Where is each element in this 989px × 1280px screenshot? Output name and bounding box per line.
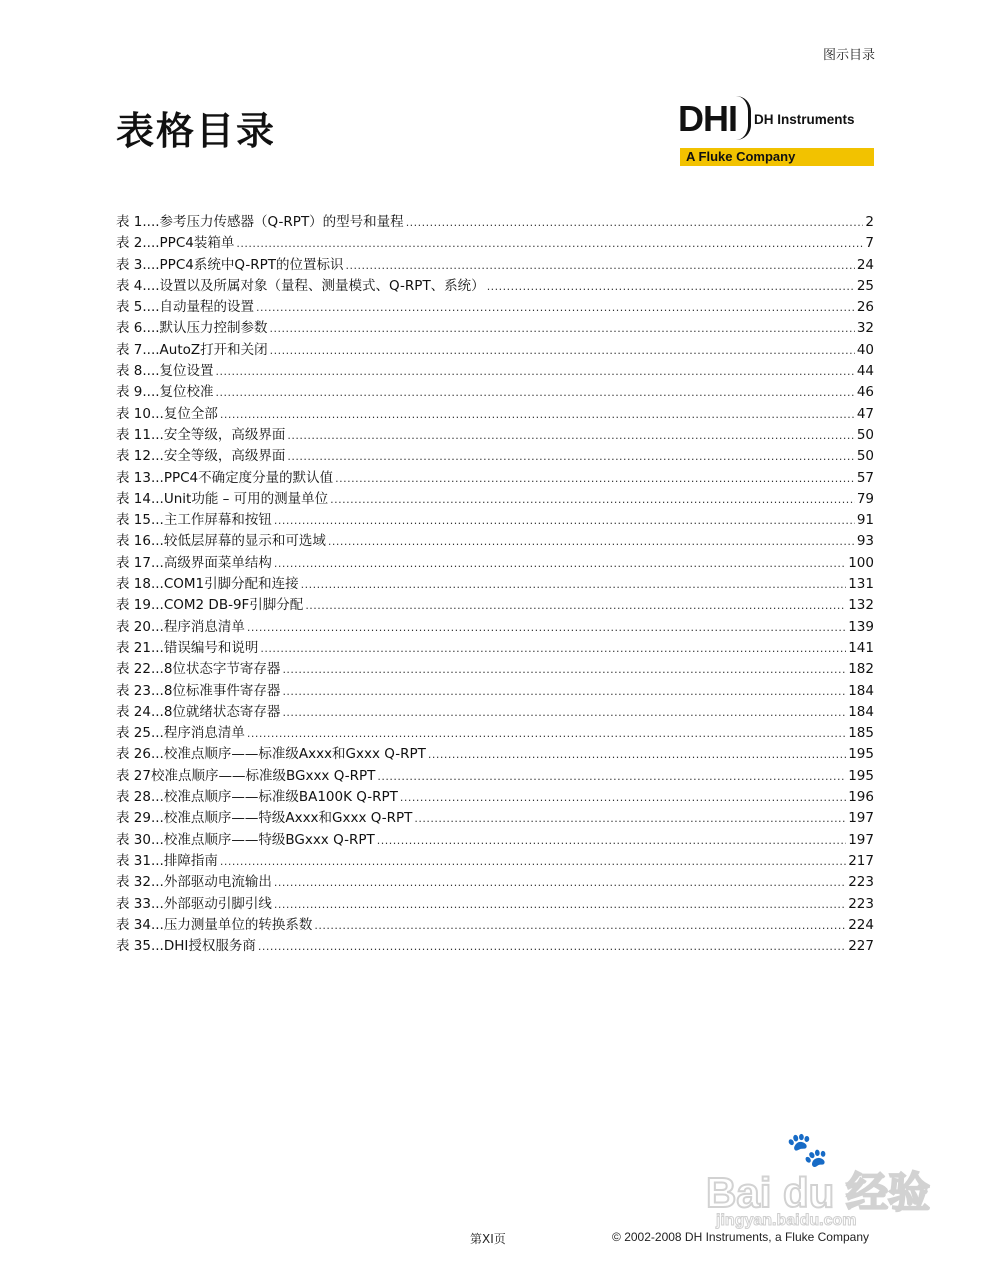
toc-dot-leader xyxy=(335,468,855,489)
toc-dot-leader xyxy=(247,723,846,744)
dhi-logo xyxy=(678,86,874,168)
toc-dot-leader xyxy=(220,404,855,425)
toc-entry[interactable] xyxy=(116,361,874,382)
toc-entry-label: 表 4....设置以及所属对象（量程、测量模式、Q-RPT、系统） xyxy=(116,277,485,294)
toc-entry-page: 139 xyxy=(848,618,874,635)
toc-entry-label: 表 32...外部驱动电流输出 xyxy=(116,874,272,891)
toc-entry-page: 79 xyxy=(856,490,874,507)
toc-entry[interactable] xyxy=(116,297,874,318)
toc-dot-leader xyxy=(256,297,855,318)
toc-entry-label: 表 14...Unit功能 – 可用的测量单位 xyxy=(116,490,329,507)
toc-entry-page: 91 xyxy=(856,512,874,529)
toc-entry-label: 表 1....参考压力传感器（Q-RPT）的型号和量程 xyxy=(116,214,404,230)
toc-entry[interactable] xyxy=(116,468,874,489)
toc-entry-page: 141 xyxy=(848,639,874,656)
running-header: 图示目录 xyxy=(822,48,875,63)
toc-entry-label: 表 22...8位状态字节寄存器 xyxy=(116,661,281,678)
toc-dot-leader xyxy=(220,851,846,872)
toc-entry-page: 223 xyxy=(848,874,874,891)
toc-entry-page: 57 xyxy=(856,469,874,486)
toc-entry[interactable] xyxy=(116,723,874,744)
toc-entry-page: 32 xyxy=(856,320,874,337)
baidu-watermark xyxy=(706,1130,942,1234)
toc-entry[interactable] xyxy=(116,744,874,765)
toc-entry-label: 表 24...8位就绪状态寄存器 xyxy=(116,703,281,720)
toc-entry[interactable] xyxy=(116,595,874,616)
toc-dot-leader xyxy=(428,744,846,765)
logo-fluke-tagline: A Fluke Company xyxy=(686,149,796,164)
toc-entry[interactable] xyxy=(116,425,874,446)
toc-dot-leader xyxy=(400,787,846,808)
toc-entry-label: 表 33...外部驱动引脚引线 xyxy=(116,895,272,912)
toc-entry-label: 表 35...DHI授权服务商 xyxy=(116,938,256,955)
toc-entry-page: 44 xyxy=(856,363,874,380)
toc-entry[interactable] xyxy=(116,638,874,659)
toc-entry[interactable] xyxy=(116,212,874,233)
toc-entry-label: 表 27校准点顺序——标准级BGxxx Q-RPT xyxy=(116,767,376,784)
toc-entry[interactable] xyxy=(116,318,874,339)
copyright-notice: © 2002-2008 DH Instruments, a Fluke Company xyxy=(612,1230,869,1244)
toc-dot-leader xyxy=(330,489,855,510)
toc-entry-label: 表 18...COM1引脚分配和连接 xyxy=(116,576,299,593)
toc-entry-label: 表 8....复位设置 xyxy=(116,363,214,380)
toc-dot-leader xyxy=(282,702,846,723)
toc-entry[interactable] xyxy=(116,255,874,276)
toc-dot-leader xyxy=(270,318,855,339)
toc-dot-leader xyxy=(414,808,846,829)
paw-icon: 🐾 xyxy=(786,1130,829,1170)
toc-entry[interactable] xyxy=(116,787,874,808)
toc-entry-page: 40 xyxy=(856,341,874,358)
toc-entry-page: 184 xyxy=(848,703,874,720)
toc-entry[interactable] xyxy=(116,851,874,872)
toc-dot-leader xyxy=(406,212,864,233)
toc-dot-leader xyxy=(236,233,863,254)
toc-entry-page: 50 xyxy=(856,448,874,465)
toc-entry-label: 表 26...校准点顺序——标准级Axxx和Gxxx Q-RPT xyxy=(116,746,426,763)
toc-entry[interactable] xyxy=(116,766,874,787)
toc-entry-page: 197 xyxy=(848,831,874,848)
toc-entry-page: 131 xyxy=(848,576,874,593)
logo-swoosh-icon xyxy=(736,96,751,140)
toc-entry-page: 2 xyxy=(865,214,874,230)
toc-entry[interactable] xyxy=(116,276,874,297)
toc-entry-page: 195 xyxy=(848,746,874,763)
toc-dot-leader xyxy=(314,915,846,936)
toc-entry-page: 46 xyxy=(856,384,874,401)
toc-entry[interactable] xyxy=(116,915,874,936)
toc-dot-leader xyxy=(282,659,846,680)
toc-entry-page: 100 xyxy=(848,554,874,571)
toc-entry[interactable] xyxy=(116,489,874,510)
toc-entry-label: 表 29...校准点顺序——特级Axxx和Gxxx Q-RPT xyxy=(116,810,413,827)
toc-entry-label: 表 12...安全等级，高级界面 xyxy=(116,448,286,465)
watermark-main-text: Bai du 经验 xyxy=(706,1169,931,1216)
toc-dot-leader xyxy=(216,382,855,403)
toc-entry-page: 195 xyxy=(848,767,874,784)
toc-entry[interactable] xyxy=(116,510,874,531)
toc-entry[interactable] xyxy=(116,808,874,829)
toc-entry-label: 表 21...错误编号和说明 xyxy=(116,639,259,656)
toc-dot-leader xyxy=(216,361,855,382)
toc-entry[interactable] xyxy=(116,574,874,595)
toc-dot-leader xyxy=(282,681,846,702)
toc-entry-page: 132 xyxy=(848,597,874,614)
toc-dot-leader xyxy=(287,446,854,467)
toc-dot-leader xyxy=(328,531,855,552)
toc-entry[interactable] xyxy=(116,681,874,702)
toc-entry-page: 217 xyxy=(848,852,874,869)
toc-entry[interactable] xyxy=(116,340,874,361)
toc-entry-label: 表 17...高级界面菜单结构 xyxy=(116,554,272,571)
toc-entry-page: 50 xyxy=(856,426,874,443)
toc-dot-leader xyxy=(287,425,854,446)
toc-entry-label: 表 30...校准点顺序——特级BGxxx Q-RPT xyxy=(116,831,375,848)
logo-yellow-band xyxy=(680,148,874,166)
toc-entry-label: 表 6....默认压力控制参数 xyxy=(116,320,268,337)
toc-entry-page: 93 xyxy=(856,533,874,550)
toc-entry-label: 表 3....PPC4系统中Q-RPT的位置标识 xyxy=(116,256,344,273)
toc-entry-label: 表 2....PPC4装箱单 xyxy=(116,235,235,252)
toc-entry[interactable] xyxy=(116,617,874,638)
page-number: 第XI页 xyxy=(470,1232,506,1246)
toc-entry[interactable] xyxy=(116,531,874,552)
toc-entry-page: 7 xyxy=(865,235,874,252)
toc-dot-leader xyxy=(305,595,846,616)
toc-entry-page: 24 xyxy=(856,256,874,273)
toc-entry-page: 47 xyxy=(856,405,874,422)
toc-entry-label: 表 15...主工作屏幕和按钮 xyxy=(116,512,272,529)
toc-entry-label: 表 5....自动量程的设置 xyxy=(116,299,255,316)
toc-entry-page: 26 xyxy=(856,299,874,316)
toc-entry-label: 表 11...安全等级，高级界面 xyxy=(116,426,286,443)
toc-dot-leader xyxy=(377,766,846,787)
toc-dot-leader xyxy=(274,553,846,574)
toc-entry-label: 表 20...程序消息清单 xyxy=(116,618,245,635)
logo-mark xyxy=(678,90,874,144)
toc-entry-label: 表 25...程序消息清单 xyxy=(116,725,245,742)
toc-entry-label: 表 13...PPC4不确定度分量的默认值 xyxy=(116,469,334,486)
toc-entry-page: 185 xyxy=(848,725,874,742)
toc-entry-label: 表 34...压力测量单位的转换系数 xyxy=(116,916,313,933)
toc-entry[interactable] xyxy=(116,446,874,467)
toc-entry[interactable] xyxy=(116,553,874,574)
toc-entry[interactable] xyxy=(116,404,874,425)
toc-dot-leader xyxy=(270,340,855,361)
toc-entry-label: 表 31...排障指南 xyxy=(116,852,218,869)
toc-dot-leader xyxy=(274,872,846,893)
toc-entry[interactable] xyxy=(116,894,874,915)
toc-dot-leader xyxy=(260,638,846,659)
toc-entry-label: 表 10...复位全部 xyxy=(116,405,218,422)
watermark-url-text: jingyan.baidu.com xyxy=(716,1212,857,1229)
toc-entry-label: 表 7....AutoZ打开和关闭 xyxy=(116,341,268,358)
toc-dot-leader xyxy=(274,510,855,531)
toc-dot-leader xyxy=(377,830,846,851)
toc-entry-page: 224 xyxy=(848,916,874,933)
toc-entry[interactable] xyxy=(116,702,874,723)
toc-entry[interactable] xyxy=(116,936,874,957)
toc-entry[interactable] xyxy=(116,659,874,680)
toc-entry[interactable] xyxy=(116,233,874,254)
page-title: 表格目录 xyxy=(116,109,277,153)
toc-entry-page: 223 xyxy=(848,895,874,912)
toc-dot-leader xyxy=(301,574,847,595)
toc-entry-page: 197 xyxy=(848,810,874,827)
toc-dot-leader xyxy=(274,894,846,915)
toc-dot-leader xyxy=(247,617,846,638)
toc-entry[interactable] xyxy=(116,872,874,893)
toc-dot-leader xyxy=(258,936,846,957)
toc-entry-label: 表 16...较低层屏幕的显示和可选域 xyxy=(116,533,326,550)
toc-entry-page: 182 xyxy=(848,661,874,678)
logo-company-name: DH Instruments xyxy=(754,112,855,127)
toc-entry[interactable] xyxy=(116,830,874,851)
toc-dot-leader xyxy=(345,255,854,276)
table-of-contents xyxy=(116,212,874,957)
toc-dot-leader xyxy=(487,276,855,297)
toc-entry[interactable] xyxy=(116,382,874,403)
logo-dhi-text: DHI xyxy=(678,98,737,139)
toc-entry-label: 表 9....复位校准 xyxy=(116,384,214,401)
toc-entry-page: 196 xyxy=(848,789,874,806)
toc-entry-label: 表 28...校准点顺序——标准级BA100K Q-RPT xyxy=(116,789,398,806)
toc-entry-label: 表 19...COM2 DB-9F引脚分配 xyxy=(116,597,304,614)
toc-entry-page: 227 xyxy=(848,938,874,955)
toc-entry-label: 表 23...8位标准事件寄存器 xyxy=(116,682,281,699)
toc-entry-page: 25 xyxy=(856,277,874,294)
toc-entry-page: 184 xyxy=(848,682,874,699)
